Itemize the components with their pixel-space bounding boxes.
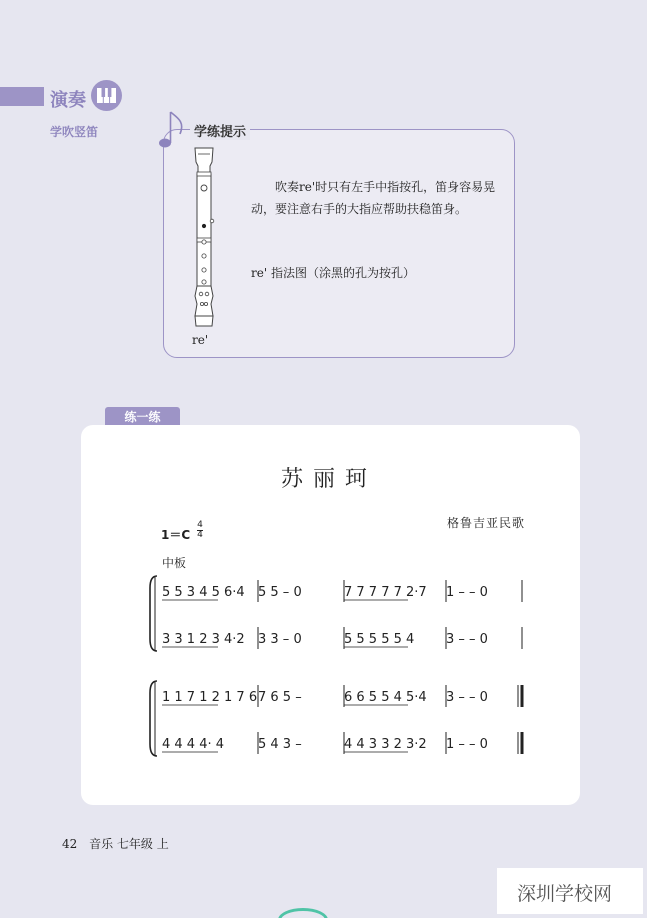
watermark-text: 深圳学校网: [517, 883, 613, 905]
watermark: [497, 868, 643, 914]
recorder-note-caption: re': [192, 333, 209, 347]
score-measure: 1 1 7 1 2 1 7 6: [162, 690, 258, 705]
score-measure: 4 4 3 3 2 3·2: [344, 737, 427, 752]
score-measure: 3 3 – 0: [258, 632, 302, 647]
time-signature-top: 4: [197, 520, 203, 530]
score-measure: 3 3 1 2 3 4·2: [162, 632, 245, 647]
fingering-caption: re' 指法图（涂黑的孔为按孔）: [251, 266, 415, 280]
score-measure: 5 4 3 –: [258, 737, 302, 752]
tip-text: 吹奏re'时只有左手中指按孔，笛身容易晃动，要注意右手的大指应帮助扶稳笛身。: [251, 180, 496, 216]
section-subtitle: 学吹竖笛: [50, 125, 99, 139]
time-signature-bottom: 4: [197, 530, 203, 540]
score-measure: 3 – – 0: [446, 632, 488, 647]
score-measure: 1 – – 0: [446, 585, 488, 600]
song-title: 苏丽珂: [281, 467, 378, 492]
key-signature: 1＝C: [161, 528, 191, 542]
book-title: 音乐 七年级 上: [89, 837, 169, 851]
score-measure: 4 4 4 4· 4: [162, 737, 225, 752]
tempo-marking: 中板: [162, 556, 187, 570]
practice-tab: 练一练: [105, 407, 180, 427]
score-measure: 6 6 5 5 4 5·4: [344, 690, 427, 705]
score-measure: 1 – – 0: [446, 737, 488, 752]
system-brace: [150, 576, 157, 651]
score-measure: 7 7 7 7 7 2·7: [344, 585, 427, 600]
page-footer: [62, 835, 169, 852]
score-measure: 5 5 5 5 5 4: [344, 632, 415, 647]
page-number: 42: [62, 837, 78, 851]
score-measure: 5 5 – 0: [258, 585, 302, 600]
song-source: 格鲁吉亚民歌: [447, 516, 526, 530]
score-measure: 5 5 3 4 5 6·4: [162, 585, 245, 600]
tip-label: 学练提示: [194, 125, 247, 140]
system-brace: [150, 681, 157, 756]
section-title: 演奏: [50, 90, 86, 111]
score-measure: 3 – – 0: [446, 690, 488, 705]
score-measure: 7 6 5 –: [258, 690, 302, 705]
